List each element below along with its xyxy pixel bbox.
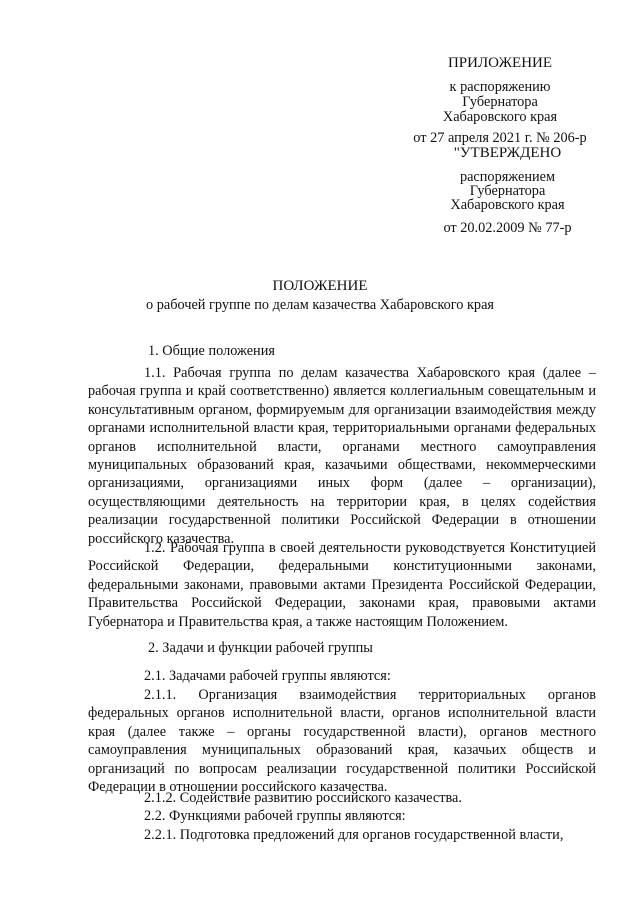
approved-date: от 20.02.2009 № 77-р (443, 220, 572, 236)
approved-line: Губернатора (469, 183, 546, 199)
appendix-date: от 27 апреля 2021 г. № 206-р (413, 130, 587, 146)
appendix-line: к распоряжению (449, 79, 551, 95)
appendix-title: ПРИЛОЖЕНИЕ (447, 55, 553, 71)
appendix-line: Губернатора (462, 94, 538, 110)
paragraph-2-2: 2.2. Функциями рабочей группы являются: (144, 808, 406, 824)
paragraph-2-2-1: 2.2.1. Подготовка предложений для органов государственной власти, (144, 827, 564, 843)
paragraph-2-1-1: 2.1.1. Организация взаимодействия территориальных органов федеральных органов исполнительной власти, органов исполнительной власти края (далее также – органы государственной власти), органов местного самоуправления муниципальных образований края, казачьих обществ и организаций по вопросам реализации государственной политики Российской Федерации в отношении российского казачества. (88, 687, 596, 796)
document-subtitle: о рабочей группе по делам казачества Хабаровского края (146, 297, 494, 313)
paragraph-1-1: 1.1. Рабочая группа по делам казачества Хабаровского края (далее – рабочая группа и край соответственно) является коллегиальным совещательным и консультативным органом, формируемым для организации взаимодействия между органами исполнительной власти края, территориальными органами федеральных органов исполнительной власти, органами местного самоуправления муниципальных образований края, казачьими обществами, некоммерческими организациями, организациями иных форм (далее – организации), осуществляющими деятельность на территории края, в целях содействия реализации государственной политики Российской Федерации в отношении российского казачества. (88, 365, 596, 547)
section-heading-2: 2. Задачи и функции рабочей группы (148, 640, 373, 656)
section-heading-1: 1. Общие положения (148, 343, 275, 359)
paragraph-2-1-2: 2.1.2. Содействие развитию российского казачества. (144, 790, 462, 806)
paragraph-2-1: 2.1. Задачами рабочей группы являются: (144, 668, 391, 684)
approved-title: "УТВЕРЖДЕНО (453, 145, 562, 161)
appendix-block (390, 56, 610, 146)
approved-line: распоряжением (459, 169, 556, 185)
approved-block (420, 146, 595, 235)
paragraph-1-2: 1.2. Рабочая группа в своей деятельности руководствуется Конституцией Российской Федерации, федеральными конституционными законами, федеральными законами, правовыми актами Президента Российской Федерации, Правительства Российской Федерации, законами края, правовыми актами Губернатора и Правительства края, а также настоящим Положением. (88, 540, 596, 630)
appendix-line: Хабаровского края (442, 109, 558, 125)
approved-line: Хабаровского края (450, 197, 565, 213)
document-title: ПОЛОЖЕНИЕ (272, 278, 368, 294)
